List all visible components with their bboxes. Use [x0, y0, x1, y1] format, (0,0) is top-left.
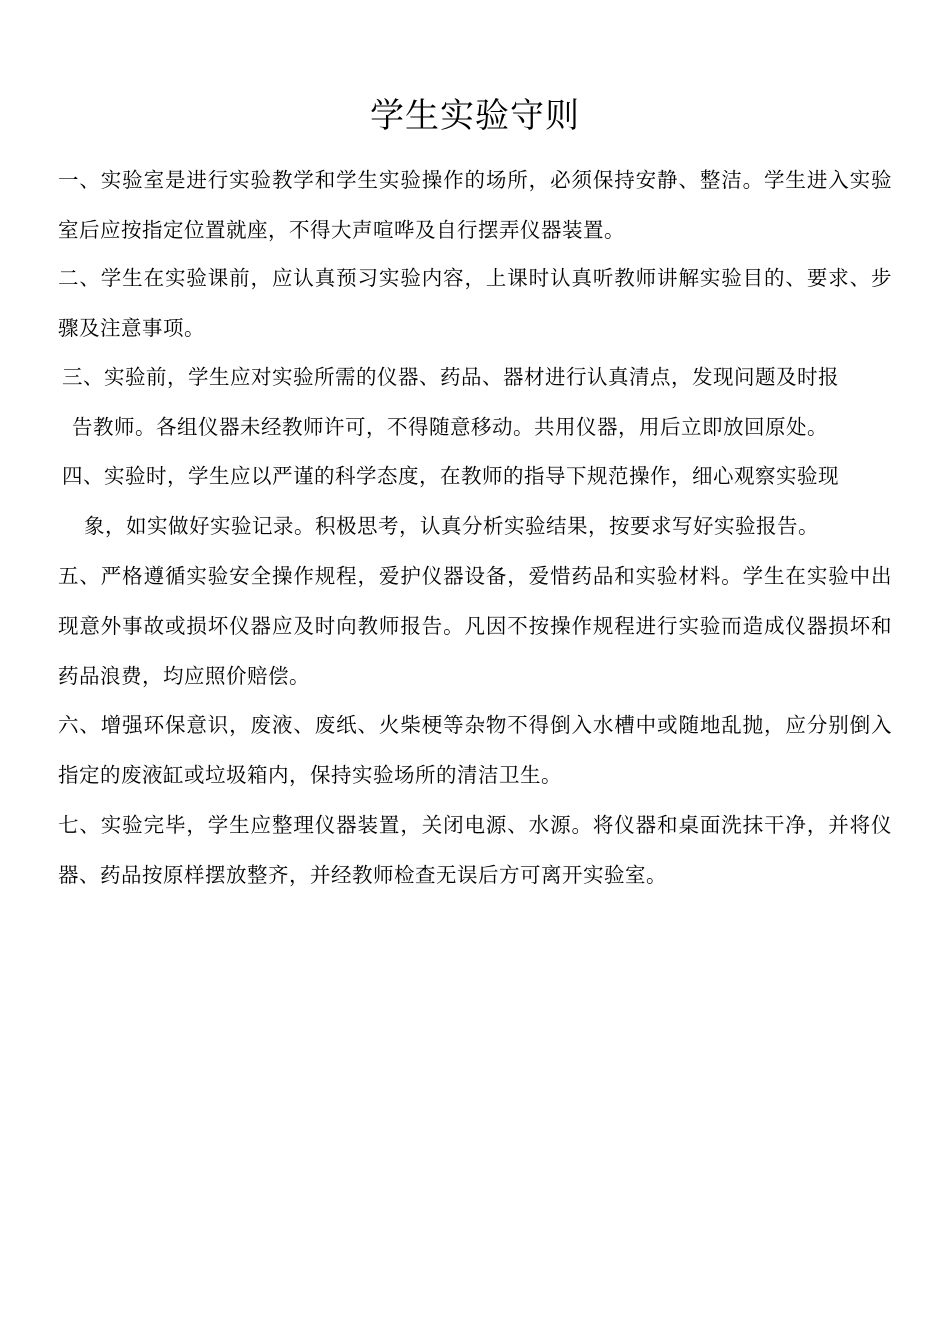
rule-5: 五、严格遵循实验安全操作规程，爱护仪器设备，爱惜药品和实验材料。学生在实验中出现意外事故或损坏仪器应及时向教师报告。凡因不按操作规程进行实验而造成仪器损坏和药品浪费，均应照价赔偿。: [58, 564, 892, 688]
rule-6: 六、增强环保意识，废液、废纸、火柴梗等杂物不得倒入水槽中或随地乱抛，应分别倒入指定的废液缸或垃圾箱内，保持实验场所的清洁卫生。: [58, 713, 892, 787]
document-title: 学生实验守则: [370, 96, 580, 136]
rule-4-line-1: 四、实验时，学生应以严谨的科学态度，在教师的指导下规范操作，细心观察实验现: [62, 464, 839, 488]
rule-3-line-1: 三、实验前，学生应对实验所需的仪器、药品、器材进行认真清点，发现问题及时报: [62, 365, 839, 389]
rule-1: 一、实验室是进行实验教学和学生实验操作的场所，必须保持安静、整洁。学生进入实验室后应按指定位置就座，不得大声喧哗及自行摆弄仪器装置。: [58, 168, 892, 242]
rule-2: 二、学生在实验课前，应认真预习实验内容，上课时认真听教师讲解实验目的、要求、步骤及注意事项。: [58, 266, 892, 340]
rule-4-line-2: 象，如实做好实验记录。积极思考，认真分析实验结果，按要求写好实验报告。: [84, 514, 819, 538]
rule-3-line-2: 告教师。各组仪器未经教师许可，不得随意移动。共用仪器，用后立即放回原处。: [72, 415, 828, 439]
rule-3: [62, 352, 890, 452]
rule-4: [62, 451, 890, 551]
rule-7: 七、实验完毕，学生应整理仪器装置，关闭电源、水源。将仪器和桌面洗抹干净，并将仪器、药品按原样摆放整齐，并经教师检查无误后方可离开实验室。: [58, 813, 892, 887]
